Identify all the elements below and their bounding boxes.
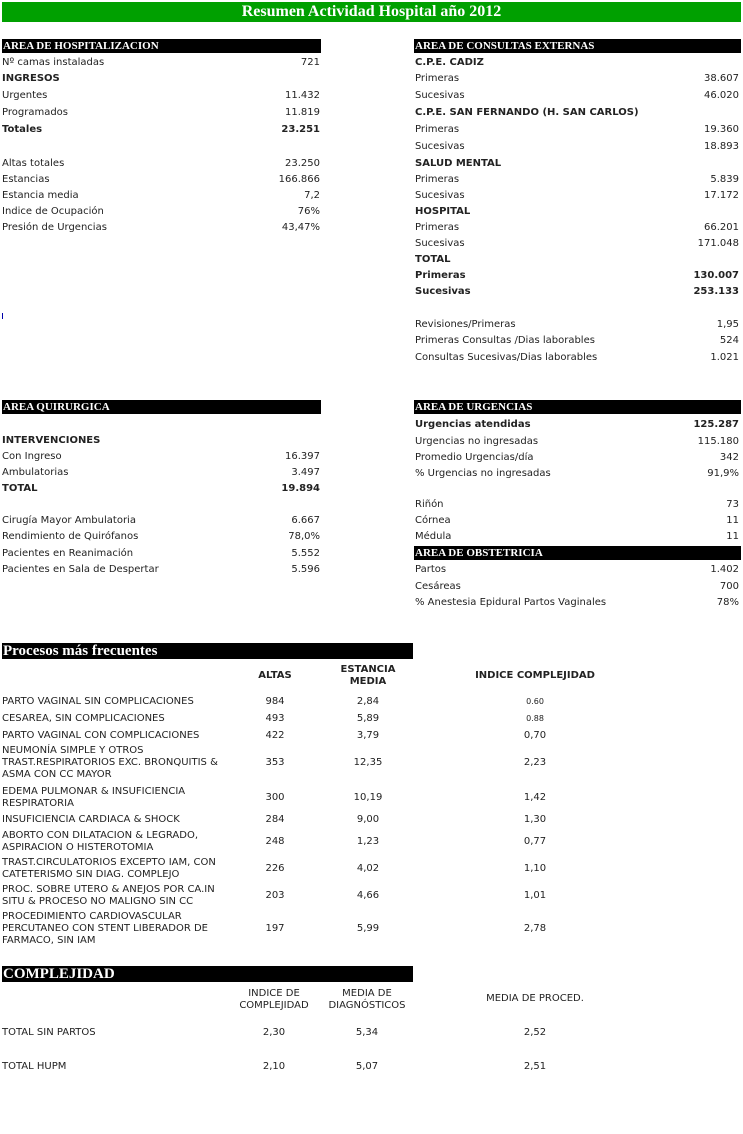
urgencias-row — [415, 466, 739, 482]
hosp-row — [2, 188, 320, 204]
hosp-row-value: 11.819 — [285, 107, 320, 118]
quirurgica-row-label: INTERVENCIONES — [2, 435, 101, 446]
consultas-row-label: Primeras — [415, 222, 460, 233]
proceso-estancia: 2,84 — [356, 696, 380, 707]
proceso-altas: 197 — [265, 923, 285, 934]
quirurgica-row — [2, 481, 320, 497]
col-header-altas: ALTAS — [258, 670, 292, 681]
quirurgica-row-label: Ambulatorias — [2, 467, 69, 478]
proceso-indice: 1,01 — [523, 890, 547, 901]
consultas-row-label: Primeras — [415, 270, 466, 281]
complejidad-diag: 5,34 — [355, 1027, 379, 1038]
quirurgica-row — [2, 562, 320, 578]
proceso-estancia: 4,02 — [356, 863, 380, 874]
proceso-altas: 984 — [265, 696, 285, 707]
proceso-estancia: 12,35 — [353, 757, 383, 768]
urgencias-row-label: Córnea — [415, 515, 451, 526]
hosp-row-label: Altas totales — [2, 158, 65, 169]
complejidad-proc: 2,52 — [523, 1027, 547, 1038]
urgencias-row-label: Urgencias atendidas — [415, 419, 531, 430]
hosp-row — [2, 172, 320, 188]
complejidad-name: TOTAL SIN PARTOS — [2, 1027, 96, 1038]
hosp-row — [2, 220, 320, 236]
urgencias-row — [415, 529, 739, 545]
proceso-indice: 0.60 — [526, 697, 544, 706]
hosp-row-label: Urgentes — [2, 90, 48, 101]
section-header-complejidad: COMPLEJIDAD — [2, 966, 413, 982]
proceso-indice: 2,78 — [523, 923, 547, 934]
consultas-row-value: 130.007 — [693, 270, 739, 281]
hosp-row-value: 23.250 — [285, 158, 320, 169]
consultas-row-value: 18.893 — [704, 141, 739, 152]
proceso-name: ABORTO CON DILATACION & LEGRADO, ASPIRACION O HISTEROTOMIA — [2, 830, 199, 853]
hosp-row-label: Indice de Ocupación — [2, 206, 104, 217]
proceso-name: CESAREA, SIN COMPLICACIONES — [2, 713, 165, 724]
quirurgica-row — [2, 529, 320, 545]
consultas-row-label: HOSPITAL — [415, 206, 471, 217]
consultas-row — [415, 88, 739, 104]
consultas-row-label: Consultas Sucesivas/Dias laborables — [415, 352, 598, 363]
urgencias-row-label: Urgencias no ingresadas — [415, 436, 539, 447]
proceso-indice: 1,30 — [523, 814, 547, 825]
consultas-row-label: Sucesivas — [415, 90, 465, 101]
consultas-row-label: C.P.E. CADIZ — [415, 57, 484, 68]
consultas-row — [415, 350, 739, 366]
proceso-altas: 300 — [265, 792, 285, 803]
hosp-row-label: Nº camas instaladas — [2, 57, 105, 68]
complejidad-indice: 2,10 — [262, 1061, 286, 1072]
proceso-altas: 203 — [265, 890, 285, 901]
consultas-row — [415, 172, 739, 188]
col-header-media-proced: MEDIA DE PROCED. — [486, 993, 584, 1004]
consultas-row — [415, 55, 739, 71]
consultas-row-label: Sucesivas — [415, 238, 465, 249]
consultas-row-value: 171.048 — [697, 238, 739, 249]
proceso-indice: 1,10 — [523, 863, 547, 874]
quirurgica-row — [2, 433, 320, 449]
section-header-quirurgica: AREA QUIRURGICA — [2, 400, 321, 414]
hosp-row — [2, 55, 320, 71]
consultas-row-value: 253.133 — [693, 286, 739, 297]
obstetricia-row — [415, 579, 739, 595]
urgencias-row-value: 91,9% — [707, 468, 739, 479]
section-header-obstetricia: AREA DE OBSTETRICIA — [414, 546, 741, 560]
hosp-row-label: Totales — [2, 124, 43, 135]
consultas-row-value: 38.607 — [704, 73, 739, 84]
urgencias-row-value: 125.287 — [693, 419, 739, 430]
consultas-row — [415, 156, 739, 172]
urgencias-row-value: 115.180 — [697, 436, 739, 447]
hosp-row-value: 7,2 — [304, 190, 320, 201]
col-header-estancia: ESTANCIA MEDIA — [340, 664, 396, 687]
hosp-row-label: Programados — [2, 107, 68, 118]
urgencias-row — [415, 434, 739, 450]
consultas-row-label: C.P.E. SAN FERNANDO (H. SAN CARLOS) — [415, 107, 639, 118]
proceso-name: PARTO VAGINAL CON COMPLICACIONES — [2, 730, 200, 741]
urgencias-row-value: 73 — [726, 499, 739, 510]
quirurgica-row-label: Con Ingreso — [2, 451, 62, 462]
consultas-row — [415, 220, 739, 236]
hosp-row-value: 11.432 — [285, 90, 320, 101]
proceso-estancia: 1,23 — [356, 836, 380, 847]
section-header-procesos: Procesos más frecuentes — [2, 643, 413, 659]
cursor-mark — [2, 313, 3, 319]
proceso-name: INSUFICIENCIA CARDIACA & SHOCK — [2, 814, 180, 825]
urgencias-row — [415, 450, 739, 466]
urgencias-row — [415, 513, 739, 529]
urgencias-row-value: 11 — [726, 515, 739, 526]
hosp-row — [2, 122, 320, 138]
proceso-estancia: 5,99 — [356, 923, 380, 934]
proceso-indice: 0,77 — [523, 836, 547, 847]
consultas-row-value: 1,95 — [716, 319, 739, 330]
consultas-row-value: 66.201 — [704, 222, 739, 233]
hosp-row-label: Estancias — [2, 174, 50, 185]
quirurgica-row-label: TOTAL — [2, 483, 38, 494]
quirurgica-row-label: Rendimiento de Quirófanos — [2, 531, 139, 542]
hosp-row-value: 166.866 — [278, 174, 320, 185]
proceso-indice: 2,23 — [523, 757, 547, 768]
proceso-altas: 248 — [265, 836, 285, 847]
quirurgica-row-value: 6.667 — [291, 515, 320, 526]
consultas-row — [415, 252, 739, 268]
urgencias-row — [415, 497, 739, 513]
proceso-altas: 226 — [265, 863, 285, 874]
urgencias-row-label: Médula — [415, 531, 452, 542]
consultas-row-label: TOTAL — [415, 254, 451, 265]
hosp-row — [2, 156, 320, 172]
consultas-row-value: 1.021 — [710, 352, 739, 363]
proceso-estancia: 10,19 — [353, 792, 383, 803]
consultas-row — [415, 71, 739, 87]
obstetricia-row-label: % Anestesia Epidural Partos Vaginales — [415, 597, 607, 608]
proceso-altas: 284 — [265, 814, 285, 825]
consultas-row — [415, 236, 739, 252]
quirurgica-row-value: 19.894 — [281, 483, 320, 494]
proceso-indice: 0,70 — [523, 730, 547, 741]
consultas-row — [415, 188, 739, 204]
consultas-row-label: Sucesivas — [415, 286, 471, 297]
complejidad-indice: 2,30 — [262, 1027, 286, 1038]
hosp-row — [2, 88, 320, 104]
proceso-name: PROC. SOBRE UTERO & ANEJOS POR CA.IN SITU & PROCESO NO MALIGNO SIN CC — [2, 884, 215, 907]
urgencias-row-value: 11 — [726, 531, 739, 542]
obstetricia-row — [415, 595, 739, 611]
obstetricia-row-label: Cesáreas — [415, 581, 461, 592]
consultas-row-label: Primeras — [415, 174, 460, 185]
quirurgica-row-label: Pacientes en Reanimación — [2, 548, 134, 559]
obstetricia-row-value: 700 — [719, 581, 739, 592]
proceso-name: TRAST.CIRCULATORIOS EXCEPTO IAM, CON CATETERISMO SIN DIAG. COMPLEJO — [2, 857, 216, 880]
quirurgica-row — [2, 449, 320, 465]
consultas-row-value: 5.839 — [710, 174, 739, 185]
hosp-row-label: Estancia media — [2, 190, 79, 201]
hosp-row-value: 23.251 — [281, 124, 320, 135]
quirurgica-row-value: 5.552 — [291, 548, 320, 559]
proceso-estancia: 3,79 — [356, 730, 380, 741]
proceso-name: PROCEDIMIENTO CARDIOVASCULAR PERCUTANEO CON STENT LIBERADOR DE FARMACO, SIN IAM — [2, 911, 208, 946]
consultas-row-label: Primeras — [415, 124, 460, 135]
section-header-consultas: AREA DE CONSULTAS EXTERNAS — [414, 39, 741, 53]
consultas-row-label: Primeras Consultas /Dias laborables — [415, 335, 595, 346]
quirurgica-row — [2, 465, 320, 481]
consultas-row-value: 17.172 — [704, 190, 739, 201]
hosp-row-value: 76% — [297, 206, 320, 217]
quirurgica-row-value: 78,0% — [288, 531, 320, 542]
urgencias-row-label: Promedio Urgencias/día — [415, 452, 534, 463]
quirurgica-row-value: 5.596 — [291, 564, 320, 575]
consultas-row-label: Primeras — [415, 73, 460, 84]
consultas-row-label: SALUD MENTAL — [415, 158, 502, 169]
complejidad-proc: 2,51 — [523, 1061, 547, 1072]
proceso-indice: 0.88 — [526, 714, 544, 723]
hosp-row-value: 43,47% — [281, 222, 320, 233]
complejidad-name: TOTAL HUPM — [2, 1061, 67, 1072]
hosp-row-label: INGRESOS — [2, 73, 60, 84]
col-header-indice: INDICE COMPLEJIDAD — [475, 670, 595, 681]
col-header-indice-complejidad: INDICE DE COMPLEJIDAD — [239, 988, 309, 1011]
obstetricia-row-value: 78% — [716, 597, 739, 608]
consultas-row-value: 46.020 — [704, 90, 739, 101]
quirurgica-row — [2, 513, 320, 529]
consultas-row — [415, 333, 739, 349]
proceso-name: NEUMONÍA SIMPLE Y OTROS TRAST.RESPIRATORIOS EXC. BRONQUITIS & ASMA CON CC MAYOR — [2, 745, 218, 780]
consultas-row-label: Sucesivas — [415, 141, 465, 152]
consultas-row — [415, 139, 739, 155]
proceso-altas: 422 — [265, 730, 285, 741]
consultas-row — [415, 105, 739, 121]
consultas-row — [415, 284, 739, 300]
consultas-row-label: Sucesivas — [415, 190, 465, 201]
consultas-row — [415, 317, 739, 333]
urgencias-row-label: Riñón — [415, 499, 444, 510]
obstetricia-row-label: Partos — [415, 564, 447, 575]
section-header-hospitalizacion: AREA DE HOSPITALIZACION — [2, 39, 321, 53]
urgencias-row-label: % Urgencias no ingresadas — [415, 468, 551, 479]
consultas-row — [415, 122, 739, 138]
proceso-altas: 493 — [265, 713, 285, 724]
quirurgica-row-label: Pacientes en Sala de Despertar — [2, 564, 159, 575]
complejidad-diag: 5,07 — [355, 1061, 379, 1072]
quirurgica-row — [2, 546, 320, 562]
proceso-estancia: 5,89 — [356, 713, 380, 724]
urgencias-row-value: 342 — [719, 452, 739, 463]
obstetricia-row-value: 1.402 — [710, 564, 739, 575]
consultas-row-value: 524 — [719, 335, 739, 346]
consultas-row-label: Revisiones/Primeras — [415, 319, 516, 330]
consultas-row — [415, 268, 739, 284]
proceso-estancia: 4,66 — [356, 890, 380, 901]
obstetricia-row — [415, 562, 739, 578]
consultas-row-value: 19.360 — [704, 124, 739, 135]
section-header-urgencias: AREA DE URGENCIAS — [414, 400, 741, 414]
urgencias-row — [415, 417, 739, 433]
page-title: Resumen Actividad Hospital año 2012 — [2, 2, 741, 22]
quirurgica-row-value: 16.397 — [285, 451, 320, 462]
hosp-row — [2, 71, 320, 87]
consultas-row — [415, 204, 739, 220]
hosp-row-label: Presión de Urgencias — [2, 222, 107, 233]
proceso-altas: 353 — [265, 757, 285, 768]
proceso-name: PARTO VAGINAL SIN COMPLICACIONES — [2, 696, 194, 707]
hosp-row-value: 721 — [300, 57, 320, 68]
hosp-row — [2, 204, 320, 220]
proceso-indice: 1,42 — [523, 792, 547, 803]
proceso-estancia: 9,00 — [356, 814, 380, 825]
proceso-name: EDEMA PULMONAR & INSUFICIENCIA RESPIRATORIA — [2, 786, 186, 809]
col-header-media-diagnosticos: MEDIA DE DIAGNÓSTICOS — [328, 988, 406, 1011]
quirurgica-row-label: Cirugía Mayor Ambulatoria — [2, 515, 136, 526]
quirurgica-row-value: 3.497 — [291, 467, 320, 478]
hosp-row — [2, 105, 320, 121]
